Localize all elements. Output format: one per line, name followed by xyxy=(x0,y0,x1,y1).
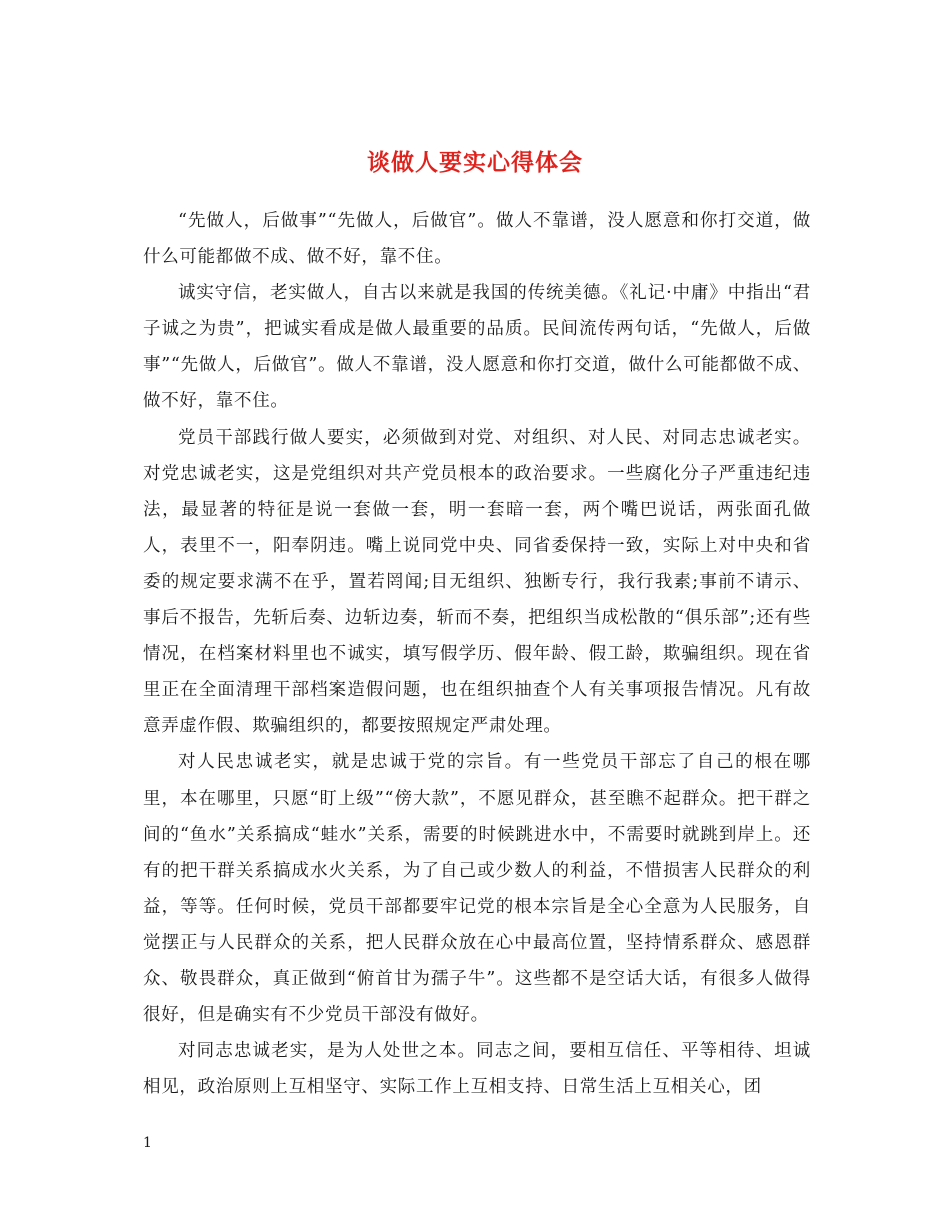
paragraph-5: 对同志忠诚老实，是为人处世之本。同志之间，要相互信任、平等相待、坦诚相见，政治原则上互相坚守、实际工作上互相支持、日常生活上互相关心，团 xyxy=(143,1041,811,1098)
document-title: 谈做人要实心得体会 xyxy=(367,149,583,177)
page-number: 1 xyxy=(143,1135,152,1151)
paragraph-1: “先做人，后做事”“先做人，后做官”。做人不靠谱，没人愿意和你打交道，做什么可能都做不成、做不好，靠不住。 xyxy=(143,211,811,268)
paragraph-3: 党员干部践行做人要实，必须做到对党、对组织、对人民、对同志忠诚老实。对党忠诚老实，这是党组织对共产党员根本的政治要求。一些腐化分子严重违纪违法，最显著的特征是说一套做一套，明一套暗一套，两个嘴巴说话，两张面孔做人，表里不一，阳奉阴违。嘴上说同党中央、同省委保持一致，实际上对中央和省委的规定要求满不在乎，置若罔闻;目无组织、独断专行，我行我素;事前不请示、事后不报告，先斩后奏、边斩边奏，斩而不奏，把组织当成松散的“俱乐部”;还有些情况，在档案材料里也不诚实，填写假学历、假年龄、假工龄，欺骗组织。现在省里正在全面清理干部档案造假问题，也在组织抽查个人有关事项报告情况。凡有故意弄虚作假、欺骗组织的，都要按照规定严肃处理。 xyxy=(143,427,811,737)
paragraph-4: 对人民忠诚老实，就是忠诚于党的宗旨。有一些党员干部忘了自己的根在哪里，本在哪里，只愿“盯上级”“傍大款”，不愿见群众，甚至瞧不起群众。把干群之间的“鱼水”关系搞成“蛙水”关系，需要的时候跳进水中，不需要时就跳到岸上。还有的把干群关系搞成水火关系，为了自己或少数人的利益，不惜损害人民群众的利益，等等。任何时候，党员干部都要牢记党的根本宗旨是全心全意为人民服务，自觉摆正与人民群众的关系，把人民群众放在心中最高位置，坚持情系群众、感恩群众、敬畏群众，真正做到“俯首甘为孺子牛”。这些都不是空话大话，有很多人做得很好，但是确实有不少党员干部没有做好。 xyxy=(143,752,811,1026)
paragraph-2: 诚实守信，老实做人，自古以来就是我国的传统美德。《礼记·中庸》中指出“君子诚之为贵”，把诚实看成是做人最重要的品质。民间流传两句话，“先做人，后做事”“先做人，后做官”。做人不靠谱，没人愿意和你打交道，做什么可能都做不成、做不好，靠不住。 xyxy=(143,283,811,412)
document-body xyxy=(143,203,811,1105)
